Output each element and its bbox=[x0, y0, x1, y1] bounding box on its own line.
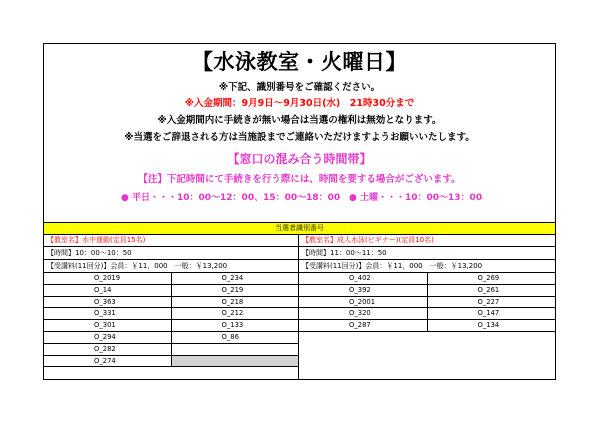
winner-id-cell: O_147 bbox=[427, 308, 555, 320]
crowd-title: 【窓口の混み合う時間帯】 bbox=[227, 152, 372, 166]
winner-id-cell: O_234 bbox=[171, 273, 298, 284]
winner-id-cell: O_331 bbox=[44, 308, 171, 320]
class-name bbox=[44, 234, 298, 247]
class-name-value: 成人水泳(ビギナー)(定員10名) bbox=[337, 236, 434, 244]
class-panel-water-exercise bbox=[44, 234, 299, 380]
table-row bbox=[44, 284, 298, 296]
winner-id-cell: O_402 bbox=[299, 273, 427, 284]
class-time: 【時間】11：00～11：50 bbox=[299, 247, 555, 260]
winner-id-table bbox=[44, 273, 298, 367]
class-fee: 【受講料(11回分)】会員：￥11，000 一般：￥13,200 bbox=[44, 260, 298, 273]
winner-id-cell: O_363 bbox=[44, 296, 171, 308]
page-title: 【水泳教室・火曜日】 bbox=[192, 50, 407, 74]
winner-id-cell bbox=[171, 355, 298, 367]
winner-id-cell: O_227 bbox=[427, 296, 555, 308]
winner-id-cell: O_269 bbox=[427, 273, 555, 284]
winner-id-cell bbox=[171, 343, 298, 355]
payment-period: ※入金期間：9月9日～9月30日(水) 21時30分まで bbox=[184, 98, 415, 109]
table-row bbox=[44, 343, 298, 355]
table-row bbox=[299, 296, 555, 308]
notice-header bbox=[44, 44, 555, 220]
decline-note: ※当選をご辞退される方は当施設までご連絡いただけますようお願いいたします。 bbox=[124, 132, 475, 143]
table-row bbox=[44, 296, 298, 308]
table-row bbox=[44, 320, 298, 332]
winner-id-cell: O_2019 bbox=[44, 273, 171, 284]
table-row bbox=[299, 284, 555, 296]
winner-id-cell: O_14 bbox=[44, 284, 171, 296]
class-name-prefix: 【教室名】 bbox=[47, 236, 82, 244]
winner-id-cell: O_218 bbox=[171, 296, 298, 308]
winner-id-cell: O_287 bbox=[299, 320, 427, 332]
confirm-note: ※下記、識別番号をご確認ください。 bbox=[218, 82, 381, 93]
winner-id-cell: O_392 bbox=[299, 284, 427, 296]
winner-id-cell: O_261 bbox=[427, 284, 555, 296]
table-row bbox=[299, 308, 555, 320]
table-row bbox=[44, 331, 298, 343]
winner-id-cell: O_320 bbox=[299, 308, 427, 320]
class-name-value: 水中運動(定員15名) bbox=[82, 236, 146, 244]
class-name-prefix: 【教室名】 bbox=[302, 236, 337, 244]
winner-id-cell: O_2001 bbox=[299, 296, 427, 308]
class-panel-adult-beginner bbox=[299, 234, 555, 380]
crowd-note: 【注】下記時間にて手続きを行う際には、時間を要する場合がございます。 bbox=[138, 174, 461, 185]
class-name bbox=[299, 234, 555, 247]
winner-id-cell: O_282 bbox=[44, 343, 171, 355]
winner-id-cell: O_134 bbox=[427, 320, 555, 332]
table-row bbox=[299, 320, 555, 332]
winner-id-table bbox=[299, 273, 555, 332]
winner-id-cell: O_212 bbox=[171, 308, 298, 320]
table-row bbox=[299, 273, 555, 284]
table-row bbox=[44, 308, 298, 320]
table-row bbox=[44, 273, 298, 284]
winner-id-cell: O_294 bbox=[44, 331, 171, 343]
winner-id-cell: O_133 bbox=[171, 320, 298, 332]
invalid-note: ※入金期間内に手続きが無い場合は当選の権利は無効となります。 bbox=[157, 115, 442, 126]
winner-id-cell: O_219 bbox=[171, 284, 298, 296]
winner-id-cell: O_301 bbox=[44, 320, 171, 332]
winner-id-band: 当選者識別番号 bbox=[44, 222, 555, 235]
class-fee: 【受講料(11回分)】会員：￥11，000 一般：￥13,200 bbox=[299, 260, 555, 273]
winner-id-cell: O_274 bbox=[44, 355, 171, 367]
winner-id-cell: O_86 bbox=[171, 331, 298, 343]
class-time: 【時間】10：00～10：50 bbox=[44, 247, 298, 260]
notice-sheet bbox=[43, 43, 556, 380]
weekday-hours: ● 平日・・・10：00～12：00、15：00～18：00 bbox=[121, 193, 341, 203]
table-row bbox=[44, 355, 298, 367]
saturday-hours: ● 土曜・・・10：00～13：00 bbox=[349, 193, 483, 203]
